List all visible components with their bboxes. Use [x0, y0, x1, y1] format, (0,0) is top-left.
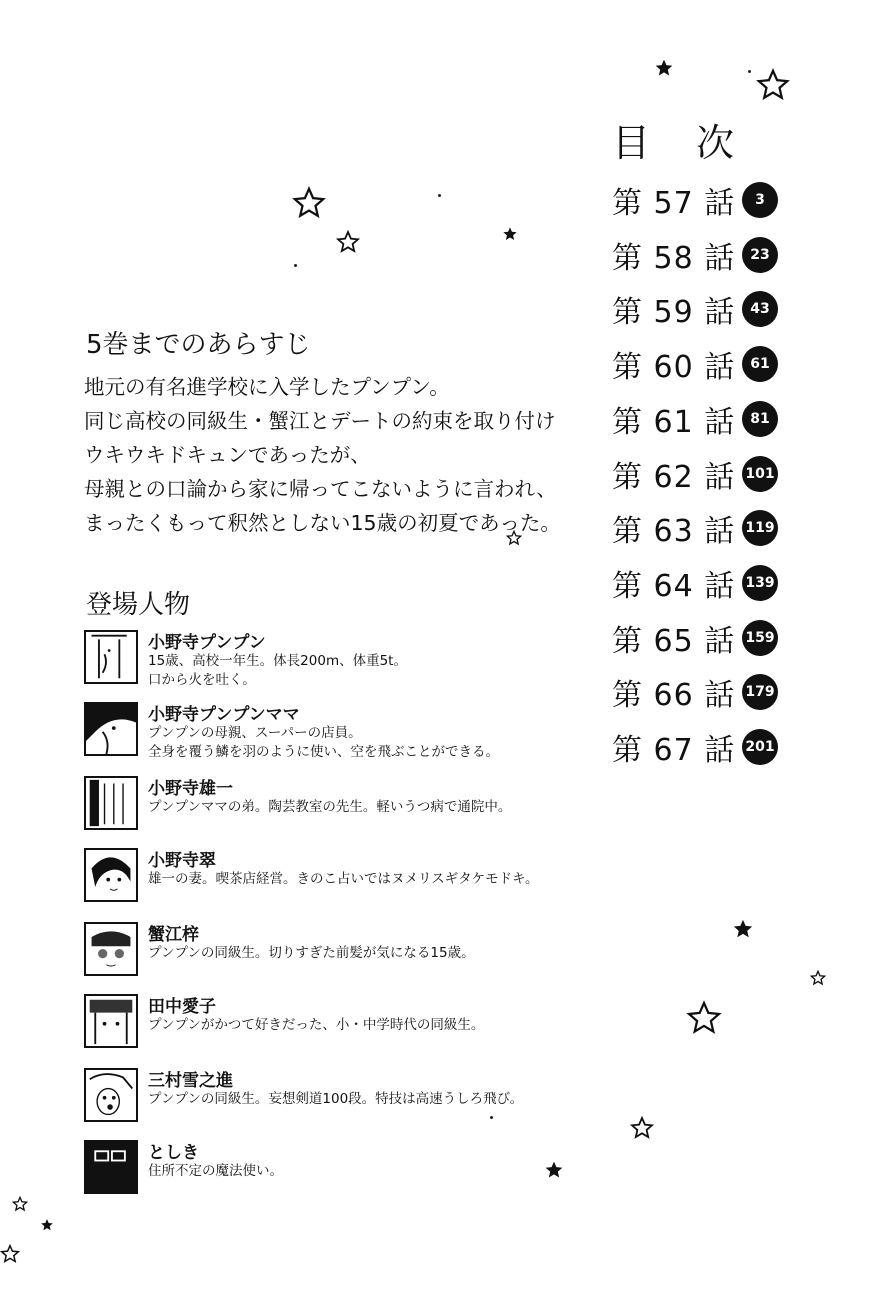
character-description-line: プンプンの母親、スーパーの店員。	[148, 725, 362, 741]
toc-episode-label: 第 62 話	[612, 459, 736, 495]
star-outline-icon	[756, 68, 790, 102]
character-entry	[84, 776, 604, 836]
toc-page-badge: 101	[742, 456, 778, 492]
toc-episode-label: 第 57 話	[612, 186, 736, 221]
character-description-line: 住所不定の魔法使い。	[148, 1163, 283, 1179]
star-filled-icon	[502, 226, 518, 242]
toc-entry[interactable]	[612, 287, 778, 331]
toc-page-badge: 81	[742, 401, 778, 437]
toc-page-badge: 23	[742, 237, 778, 273]
character-description-line: 全身を覆う鱗を羽のように使い、空を飛ぶことができる。	[148, 744, 499, 760]
toc-entry[interactable]	[612, 178, 778, 222]
character-entry	[84, 994, 604, 1054]
character-portrait	[84, 1140, 138, 1194]
character-portrait	[84, 994, 138, 1048]
dot-decoration	[748, 70, 751, 73]
character-name: 小野寺翠	[148, 851, 216, 871]
dot-decoration	[294, 264, 297, 267]
character-portrait	[84, 922, 138, 976]
synopsis-line: まったくもって釈然としない15歳の初夏であった。	[84, 511, 561, 535]
toc-entry[interactable]	[612, 342, 778, 386]
character-description	[148, 870, 539, 889]
character-name: 小野寺雄一	[148, 779, 233, 799]
character-name: 小野寺プンプン	[148, 633, 266, 653]
toc-episode-label: 第 60 話	[612, 350, 736, 386]
star-outline-icon	[630, 1116, 654, 1140]
synopsis-line: ウキウキドキュンであったが、	[84, 443, 371, 467]
star-outline-icon	[336, 230, 360, 254]
toc-entry[interactable]	[612, 233, 778, 277]
character-portrait	[84, 848, 138, 902]
character-description-line: プンプンの同級生。切りすぎた前髪が気になる15歳。	[148, 945, 475, 961]
synopsis-line: 母親との口論から家に帰ってこないように言われ、	[84, 477, 557, 501]
character-name: 蟹江梓	[148, 925, 199, 945]
toc-entry[interactable]	[612, 616, 778, 660]
character-description-line: 口から火を吐く。	[148, 672, 256, 688]
dot-decoration	[438, 194, 441, 197]
character-description-line: 15歳、高校一年生。体長200m、体重5t。	[148, 653, 407, 669]
character-entry	[84, 1140, 604, 1200]
toc-entry[interactable]	[612, 670, 778, 714]
character-name: 小野寺プンプンママ	[148, 705, 300, 725]
toc-episode-label: 第 65 話	[612, 623, 736, 659]
character-description	[148, 724, 499, 762]
toc-episode-label: 第 66 話	[612, 678, 736, 714]
toc-page-badge: 61	[742, 346, 778, 382]
character-entry	[84, 702, 604, 762]
character-description	[148, 1016, 484, 1035]
character-name: 三村雪之進	[148, 1071, 233, 1091]
character-portrait	[84, 702, 138, 756]
toc-episode-label: 第 58 話	[612, 240, 736, 276]
toc-entry[interactable]	[612, 506, 778, 550]
character-description-line: 雄一の妻。喫茶店経営。きのこ占いではヌメリスギタケモドキ。	[148, 871, 539, 887]
synopsis-line: 同じ高校の同級生・蟹江とデートの約束を取り付け	[84, 409, 556, 433]
character-description	[148, 798, 511, 817]
star-outline-icon	[292, 186, 326, 220]
character-description	[148, 652, 407, 690]
star-filled-icon	[654, 58, 674, 78]
character-description	[148, 1090, 523, 1109]
character-portrait	[84, 630, 138, 684]
toc-page-badge: 3	[742, 182, 778, 218]
toc-page-badge: 119	[742, 510, 778, 546]
synopsis-line: 地元の有名進学校に入学したプンプン。	[84, 375, 450, 399]
character-entry	[84, 630, 604, 690]
star-outline-icon	[12, 1196, 28, 1212]
character-entry	[84, 1068, 604, 1128]
toc-page-badge: 139	[742, 565, 778, 601]
character-description-line: プンプンママの弟。陶芸教室の先生。軽いうつ病で通院中。	[148, 799, 512, 815]
toc-entry[interactable]	[612, 561, 778, 605]
toc-episode-label: 第 59 話	[612, 295, 736, 331]
toc-page-badge: 179	[742, 674, 778, 710]
toc-episode-label: 第 67 話	[612, 733, 736, 768]
character-name: としき	[148, 1143, 199, 1163]
character-description	[148, 944, 475, 963]
character-description	[148, 1162, 283, 1181]
toc-episode-label: 第 64 話	[612, 568, 736, 604]
toc-episode-label: 第 61 話	[612, 404, 736, 440]
star-outline-icon	[686, 1000, 722, 1036]
character-name: 田中愛子	[148, 997, 216, 1017]
synopsis-body	[84, 370, 584, 540]
toc-page-badge: 201	[742, 729, 778, 765]
star-filled-icon	[732, 918, 754, 940]
character-entry	[84, 922, 604, 982]
characters-heading: 登場人物	[86, 590, 191, 620]
synopsis-heading: 5巻までのあらすじ	[86, 330, 311, 360]
toc-title: 目次	[612, 121, 781, 165]
character-portrait	[84, 1068, 138, 1122]
character-description-line: プンプンの同級生。妄想剣道100段。特技は高速うしろ飛び。	[148, 1091, 524, 1107]
toc-entry[interactable]	[612, 452, 778, 496]
star-outline-icon	[0, 1244, 20, 1264]
toc-page-badge: 43	[742, 291, 778, 327]
toc-entry[interactable]	[612, 725, 778, 769]
toc-entry[interactable]	[612, 397, 778, 441]
star-filled-icon	[40, 1218, 54, 1232]
star-outline-icon	[810, 970, 826, 986]
character-portrait	[84, 776, 138, 830]
character-entry	[84, 848, 604, 908]
toc-episode-label: 第 63 話	[612, 514, 736, 550]
toc-page-badge: 159	[742, 620, 778, 656]
character-description-line: プンプンがかつて好きだった、小・中学時代の同級生。	[148, 1017, 485, 1033]
